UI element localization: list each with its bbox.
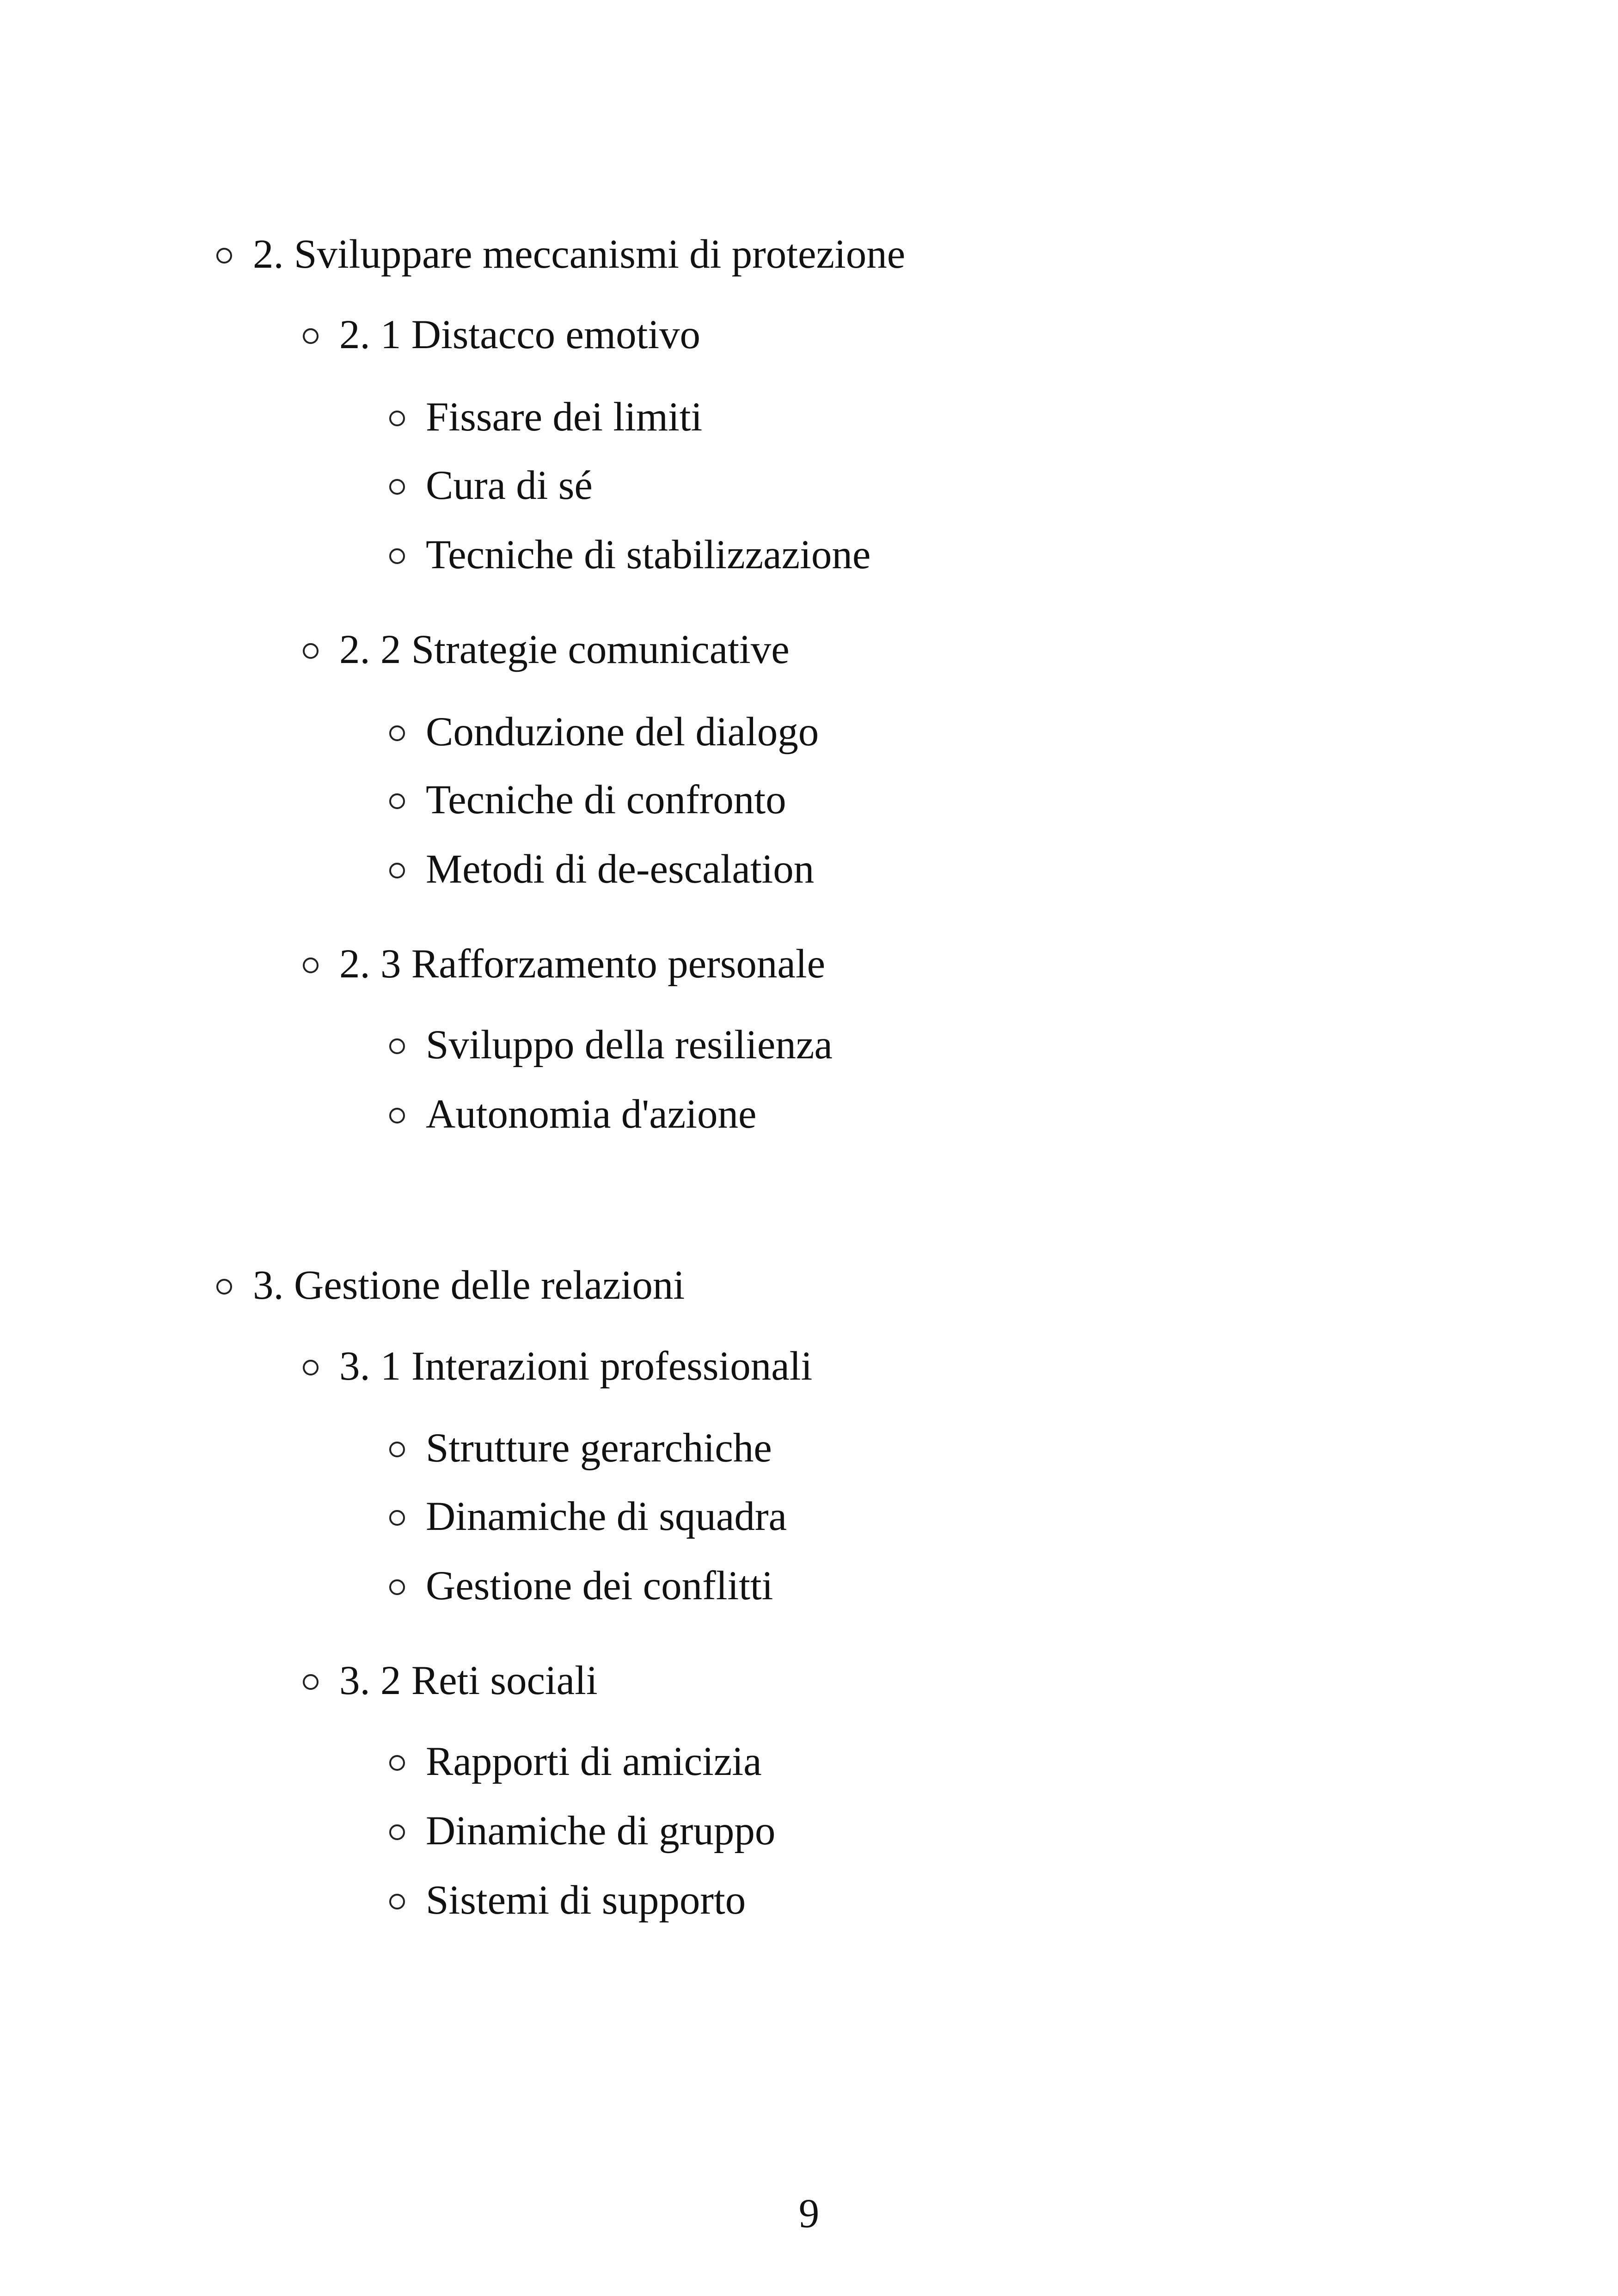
subsection-heading — [303, 626, 790, 673]
list-item — [389, 532, 870, 578]
circle-bullet-icon — [303, 1360, 319, 1375]
circle-bullet-icon — [389, 479, 405, 495]
list-item — [389, 1808, 775, 1854]
subsection-title: 2. 2 Strategie comunicative — [339, 627, 790, 672]
subsection-heading — [303, 1658, 598, 1704]
list-item — [389, 1091, 756, 1137]
circle-bullet-icon — [389, 1579, 405, 1595]
circle-bullet-icon — [389, 1894, 405, 1909]
list-item-label: Sistemi di supporto — [426, 1878, 746, 1923]
list-item-label: Autonomia d'azione — [426, 1092, 757, 1137]
list-item-label: Gestione dei conflitti — [426, 1563, 773, 1608]
subsection-heading — [303, 312, 700, 358]
list-item-label: Fissare dei limiti — [426, 394, 703, 440]
list-item — [389, 394, 702, 440]
list-item-label: Strutture gerarchiche — [426, 1425, 772, 1471]
list-item-label: Cura di sé — [426, 463, 593, 508]
subsection-title: 3. 1 Interazioni professionali — [339, 1344, 813, 1389]
list-item-label: Tecniche di confronto — [426, 777, 786, 823]
page-number: 9 — [798, 2191, 820, 2236]
circle-bullet-icon — [389, 725, 405, 741]
subsection-title: 3. 2 Reti sociali — [339, 1658, 598, 1703]
list-item-label: Metodi di de-escalation — [426, 847, 815, 892]
circle-bullet-icon — [303, 1674, 319, 1690]
list-item — [389, 1493, 787, 1540]
circle-bullet-icon — [389, 1108, 405, 1123]
list-item — [389, 1022, 833, 1068]
circle-bullet-icon — [303, 958, 319, 973]
list-item — [389, 1877, 746, 1923]
circle-bullet-icon — [389, 1442, 405, 1457]
circle-bullet-icon — [303, 643, 319, 659]
section-heading — [216, 1262, 685, 1308]
circle-bullet-icon — [389, 1038, 405, 1054]
circle-bullet-icon — [216, 1279, 232, 1295]
circle-bullet-icon — [389, 1824, 405, 1840]
list-item-label: Dinamiche di gruppo — [426, 1808, 776, 1854]
subsection-heading — [303, 1343, 812, 1389]
circle-bullet-icon — [389, 548, 405, 564]
subsection-title: 2. 3 Rafforzamento personale — [339, 941, 826, 987]
subsection-heading — [303, 941, 825, 987]
list-item-label: Rapporti di amicizia — [426, 1739, 762, 1784]
circle-bullet-icon — [216, 248, 232, 264]
list-item — [389, 777, 786, 823]
circle-bullet-icon — [303, 328, 319, 344]
section-title: 2. Sviluppare meccanismi di protezione — [253, 232, 906, 277]
circle-bullet-icon — [389, 1755, 405, 1771]
circle-bullet-icon — [389, 863, 405, 878]
list-item-label: Sviluppo della resilienza — [426, 1022, 833, 1068]
list-item — [389, 709, 819, 755]
section-title: 3. Gestione delle relazioni — [253, 1263, 685, 1308]
subsection-title: 2. 1 Distacco emotivo — [339, 312, 701, 357]
list-item — [389, 462, 593, 509]
list-item-label: Conduzione del dialogo — [426, 709, 819, 755]
section-heading — [216, 231, 905, 277]
list-item — [389, 1738, 762, 1785]
list-item-label: Dinamiche di squadra — [426, 1494, 787, 1539]
circle-bullet-icon — [389, 793, 405, 809]
circle-bullet-icon — [389, 411, 405, 426]
list-item — [389, 1425, 772, 1471]
list-item — [389, 1563, 773, 1609]
list-item-label: Tecniche di stabilizzazione — [426, 532, 871, 577]
list-item — [389, 846, 814, 892]
circle-bullet-icon — [389, 1510, 405, 1526]
